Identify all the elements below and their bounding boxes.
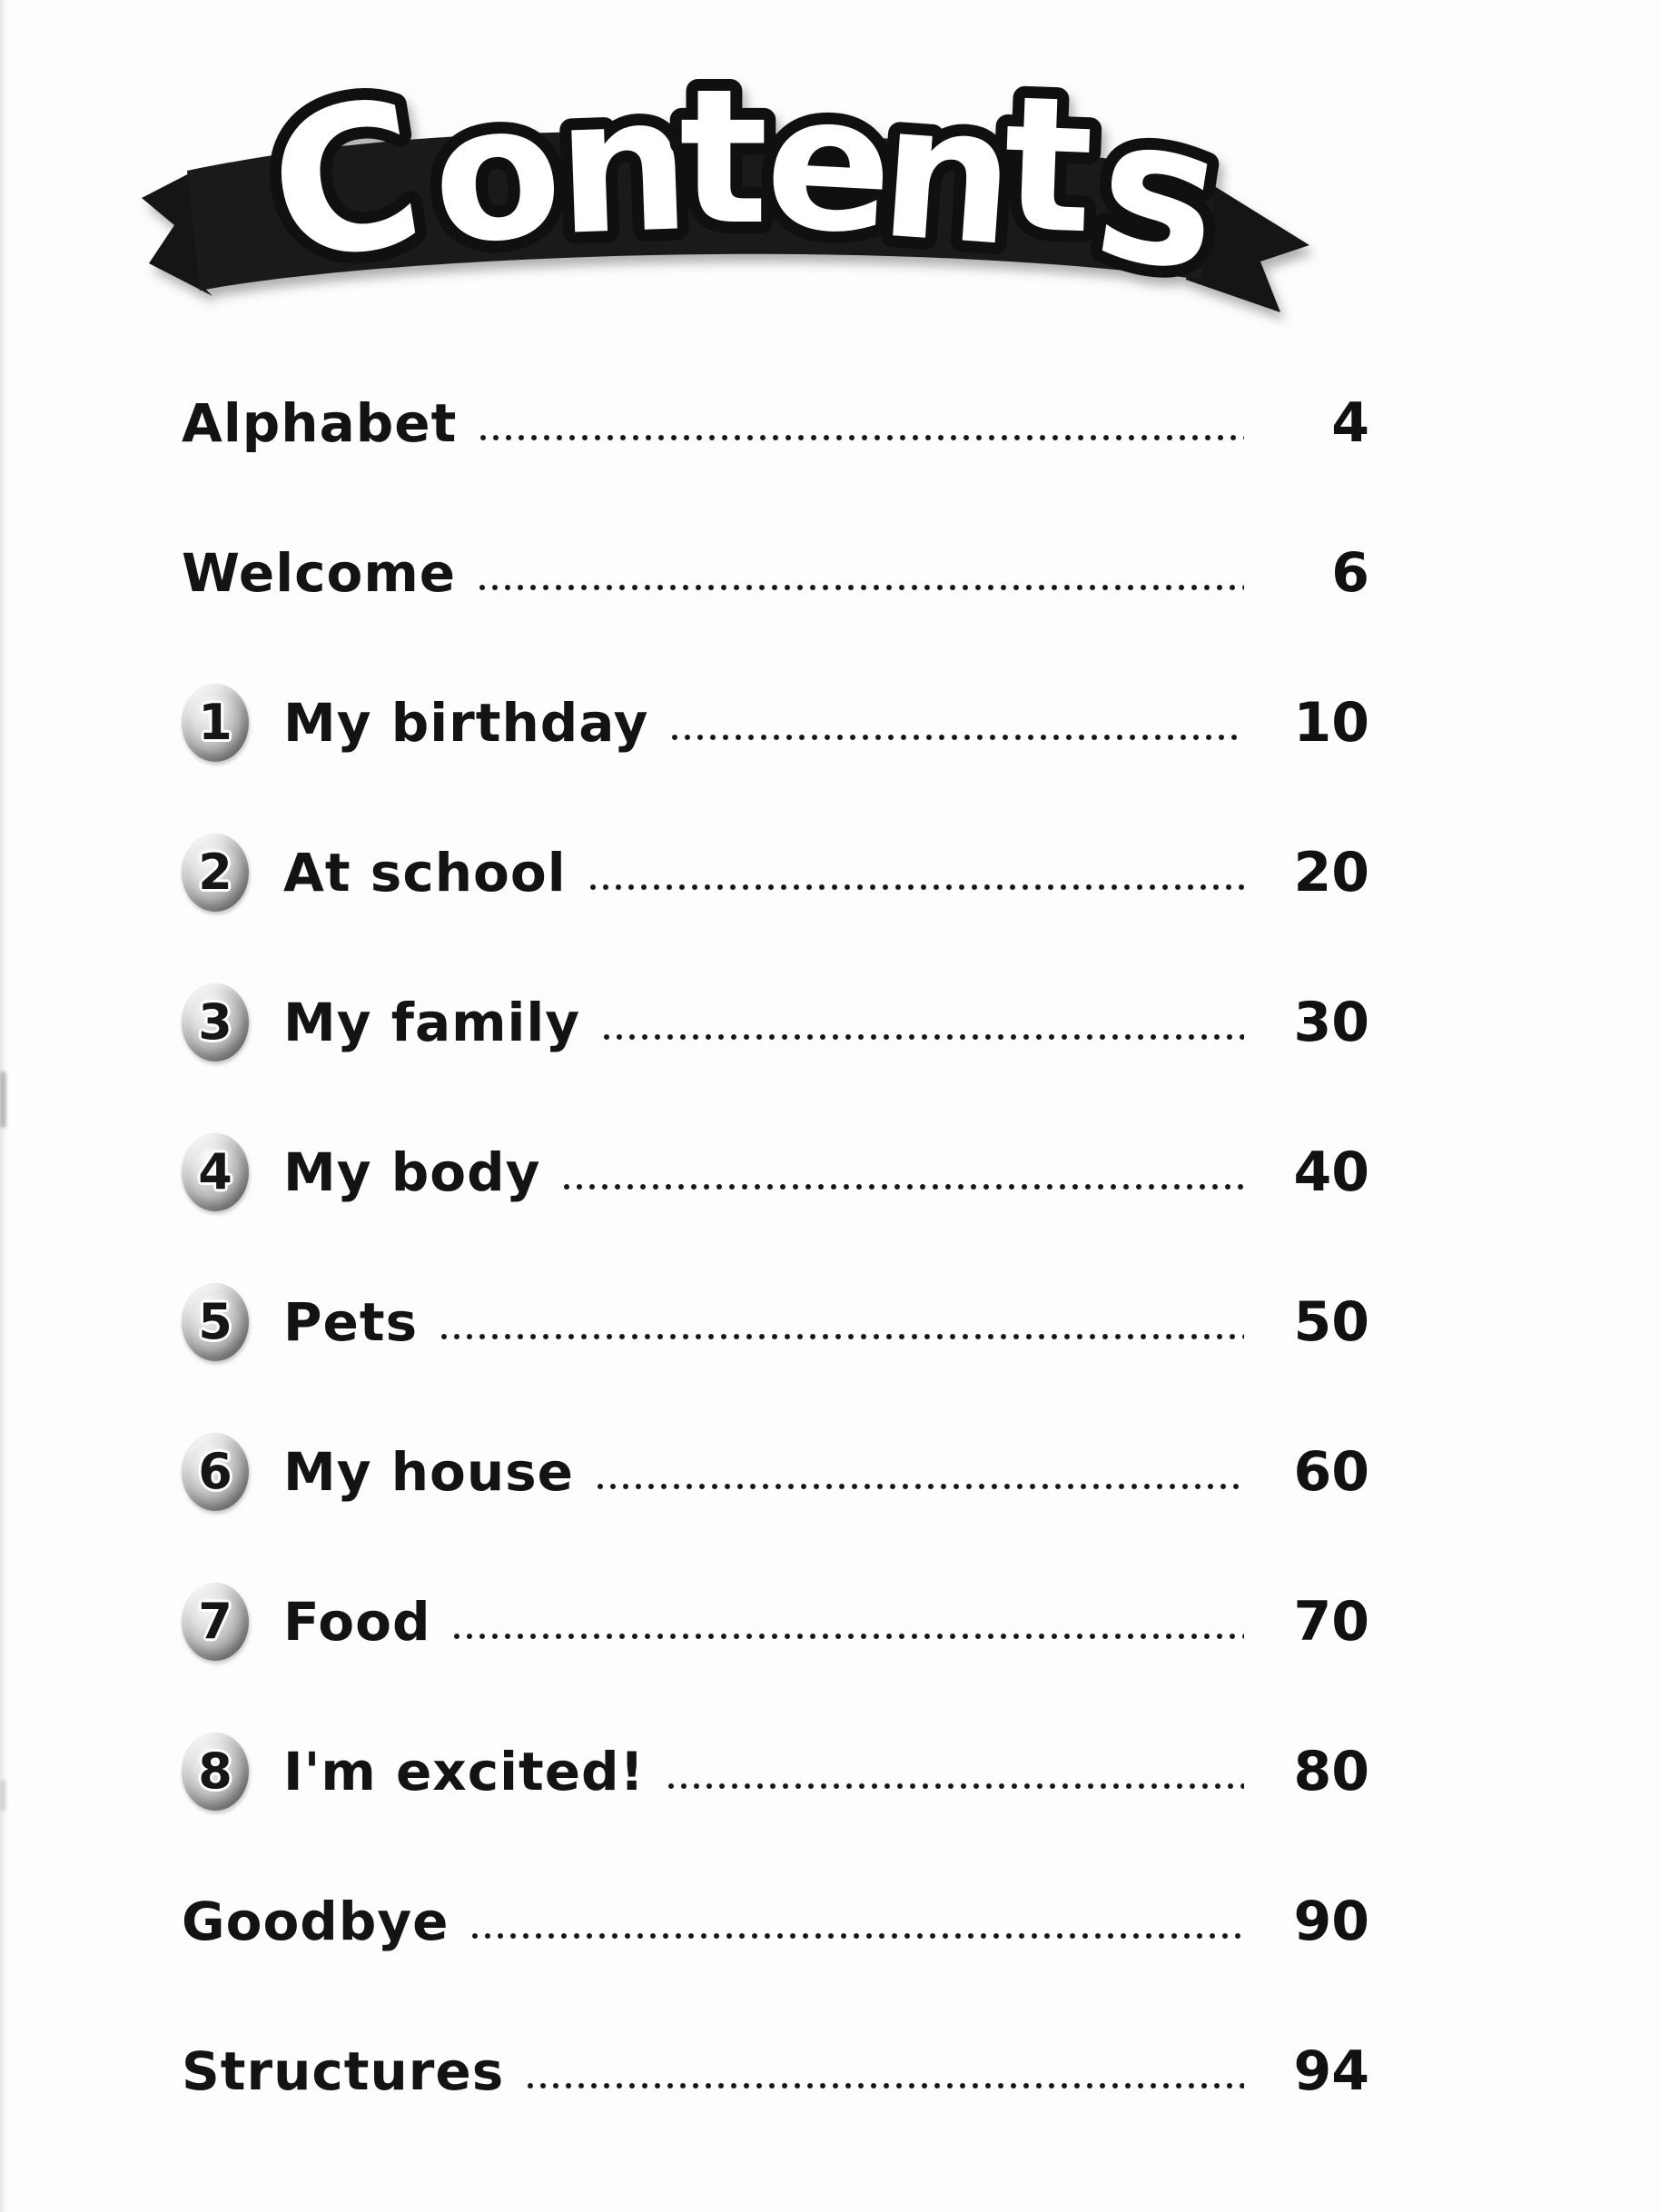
toc-entry-label: My birthday [283,691,649,754]
unit-number: 1 [198,693,232,751]
unit-number-badge [182,1583,249,1661]
leader-dots [438,1332,1244,1341]
unit-number-badge [182,1433,249,1511]
banner-word [255,50,1236,318]
unit-number: 7 [198,1592,232,1650]
unit-number: 6 [198,1442,232,1500]
contents-ribbon [134,33,1317,318]
toc-entry-label: My body [283,1141,541,1203]
toc-entry-label: Pets [283,1290,419,1353]
unit-number-badge [182,1133,249,1211]
toc-entry-label: I'm excited! [283,1740,646,1802]
toc-entry-page: 80 [1293,1739,1369,1803]
leader-dots [477,433,1244,442]
toc-list [0,348,1660,2146]
leader-dots [524,2081,1244,2090]
toc-row [182,1097,1369,1247]
banner-letter: n [874,63,1022,289]
unit-number-badge [182,983,249,1062]
banner-letter: o [423,61,570,288]
toc-entry-page: 40 [1293,1140,1369,1204]
toc-row [182,947,1369,1097]
toc-entry-page: 60 [1293,1439,1369,1504]
toc-row [182,1546,1369,1696]
toc-entry-page: 50 [1293,1289,1369,1354]
banner-letter: C [255,55,437,309]
leader-dots [594,1482,1244,1491]
toc-entry-page: 30 [1293,990,1369,1054]
leader-dots [450,1632,1244,1641]
leader-dots [587,883,1244,892]
toc-row [182,797,1369,947]
leader-dots [668,733,1244,742]
toc-row [182,1696,1369,1846]
toc-entry-label: Welcome [182,541,457,604]
toc-row [182,1247,1369,1397]
toc-entry-label: Structures [182,2039,505,2102]
contents-banner [134,33,1317,318]
toc-entry-label: My family [283,991,581,1053]
unit-number: 3 [198,992,232,1051]
toc-entry-page: 4 [1331,390,1369,455]
leader-dots [600,1032,1244,1042]
toc-entry-page: 10 [1293,690,1369,755]
toc-row [182,1397,1369,1546]
unit-number-badge [182,684,249,762]
banner-letter: n [553,56,694,277]
toc-entry-label: Goodbye [182,1890,450,1952]
toc-entry-page: 6 [1331,540,1369,605]
unit-number: 5 [198,1292,232,1350]
unit-number: 2 [198,843,232,901]
leader-dots [469,1931,1244,1940]
toc-row [182,1996,1369,2146]
toc-entry-label: Food [283,1590,431,1653]
leader-dots [665,1782,1244,1791]
toc-row [182,348,1369,498]
banner-letter: t [679,50,768,266]
unit-number: 8 [198,1742,232,1800]
unit-number-badge [182,834,249,912]
toc-entry-page: 90 [1293,1889,1369,1953]
toc-entry-label: My house [283,1440,575,1503]
toc-entry-page: 94 [1293,2039,1369,2103]
toc-row [182,647,1369,797]
unit-number-badge [182,1283,249,1361]
toc-entry-label: Alphabet [182,391,458,454]
toc-entry-page: 20 [1293,840,1369,904]
unit-number-badge [182,1733,249,1811]
toc-row [182,1846,1369,1996]
toc-row [182,498,1369,647]
banner-letter: t [1000,56,1097,276]
unit-number: 4 [198,1142,232,1200]
banner-letter: s [1082,69,1237,318]
toc-entry-label: At school [283,841,567,904]
banner-letter: e [760,54,898,277]
toc-entry-page: 70 [1293,1589,1369,1654]
leader-dots [476,583,1244,592]
leader-dots [560,1182,1244,1191]
